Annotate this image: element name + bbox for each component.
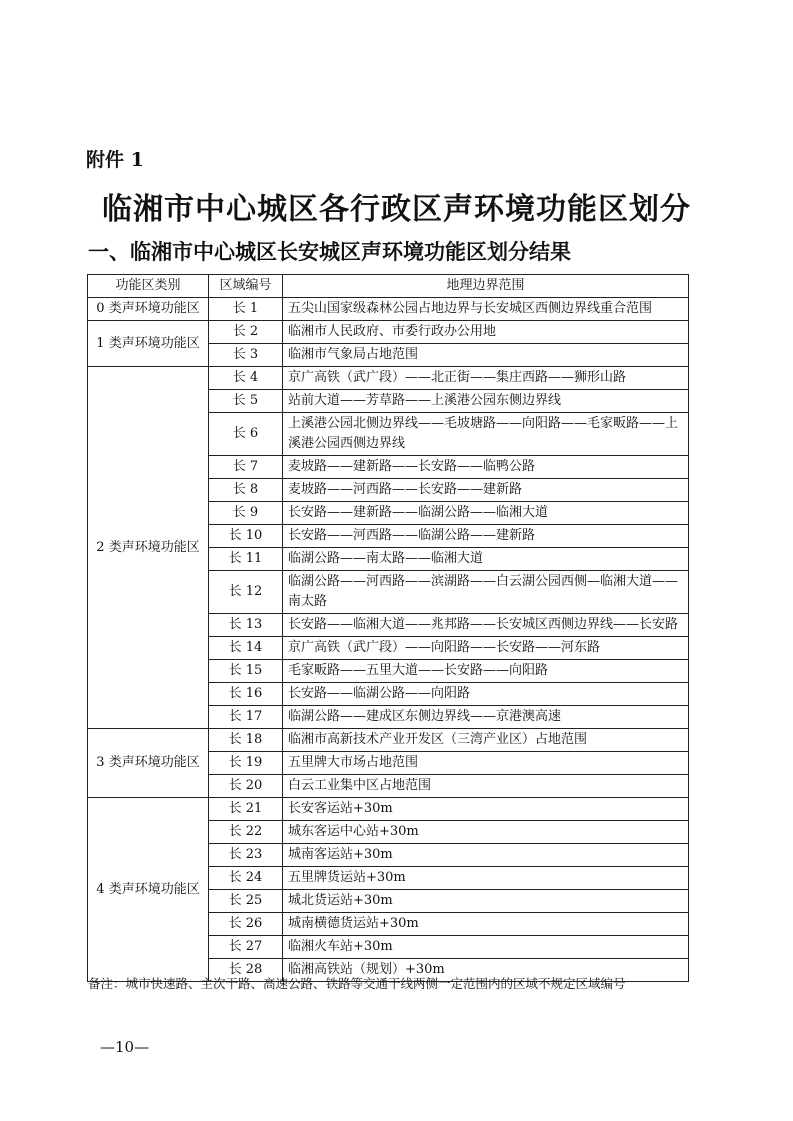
boundary-range-cell: 上溪港公园北侧边界线——毛坡塘路——向阳路——毛家畈路——上溪港公园西侧边界线	[283, 413, 689, 456]
boundary-range-cell: 麦坡路——河西路——长安路——建新路	[283, 479, 689, 502]
boundary-range-cell: 长安路——建新路——临湖公路——临湘大道	[283, 502, 689, 525]
zone-code-cell: 长 6	[209, 413, 283, 456]
boundary-range-cell: 长安客运站+30m	[283, 798, 689, 821]
zone-code-cell: 长 18	[209, 729, 283, 752]
boundary-range-cell: 麦坡路——建新路——长安路——临鸭公路	[283, 456, 689, 479]
zone-code-cell: 长 16	[209, 683, 283, 706]
zone-code-cell: 长 25	[209, 890, 283, 913]
table-row	[88, 321, 689, 344]
zone-code-cell: 长 21	[209, 798, 283, 821]
category-cell: 0 类声环境功能区	[88, 298, 209, 321]
boundary-range-cell: 临湖公路——建成区东侧边界线——京港澳高速	[283, 706, 689, 729]
zone-code-cell: 长 17	[209, 706, 283, 729]
zone-code-cell: 长 15	[209, 660, 283, 683]
zone-code-cell: 长 28	[209, 959, 283, 982]
boundary-range-cell: 长安路——临湖公路——向阳路	[283, 683, 689, 706]
boundary-range-cell: 五里牌大市场占地范围	[283, 752, 689, 775]
attachment-label: 附件 1	[86, 149, 144, 171]
boundary-range-cell: 城北货运站+30m	[283, 890, 689, 913]
table-row	[88, 798, 689, 821]
boundary-range-cell: 临湘市气象局占地范围	[283, 344, 689, 367]
boundary-range-cell: 临湘市高新技术产业开发区（三湾产业区）占地范围	[283, 729, 689, 752]
boundary-range-cell: 长安路——临湘大道——兆邦路——长安城区西侧边界线——长安路	[283, 614, 689, 637]
boundary-range-cell: 城南横德货运站+30m	[283, 913, 689, 936]
zone-code-cell: 长 10	[209, 525, 283, 548]
zone-code-cell: 长 22	[209, 821, 283, 844]
category-cell: 3 类声环境功能区	[88, 729, 209, 798]
zone-code-cell: 长 20	[209, 775, 283, 798]
section-heading: 一、临湘市中心城区长安城区声环境功能区划分结果	[88, 239, 571, 264]
header-code: 区域编号	[209, 275, 283, 298]
zone-code-cell: 长 8	[209, 479, 283, 502]
footnote: 备注：城市快速路、主次干路、高速公路、铁路等交通干线两侧一定范围内的区域不规定区域编号	[88, 976, 626, 991]
category-cell: 2 类声环境功能区	[88, 367, 209, 729]
zone-code-cell: 长 14	[209, 637, 283, 660]
zone-code-cell: 长 4	[209, 367, 283, 390]
zone-code-cell: 长 12	[209, 571, 283, 614]
document-title: 临湘市中心城区各行政区声环境功能区划分	[102, 192, 691, 227]
zone-code-cell: 长 9	[209, 502, 283, 525]
page-number: —10—	[100, 1038, 150, 1056]
category-cell: 1 类声环境功能区	[88, 321, 209, 367]
zoning-table	[87, 274, 689, 982]
zone-code-cell: 长 1	[209, 298, 283, 321]
boundary-range-cell: 京广高铁（武广段）——北正街——集庄西路——狮形山路	[283, 367, 689, 390]
boundary-range-cell: 临湖公路——南太路——临湘大道	[283, 548, 689, 571]
boundary-range-cell: 城南客运站+30m	[283, 844, 689, 867]
zone-code-cell: 长 2	[209, 321, 283, 344]
boundary-range-cell: 长安路——河西路——临湖公路——建新路	[283, 525, 689, 548]
boundary-range-cell: 白云工业集中区占地范围	[283, 775, 689, 798]
zone-code-cell: 长 19	[209, 752, 283, 775]
boundary-range-cell: 临湘高铁站（规划）+30m	[283, 959, 689, 982]
table-row	[88, 298, 689, 321]
table-row	[88, 729, 689, 752]
boundary-range-cell: 临湖公路——河西路——滨湖路——白云湖公园西侧—临湘大道——南太路	[283, 571, 689, 614]
boundary-range-cell: 京广高铁（武广段）——向阳路——长安路——河东路	[283, 637, 689, 660]
boundary-range-cell: 临湘市人民政府、市委行政办公用地	[283, 321, 689, 344]
zone-code-cell: 长 26	[209, 913, 283, 936]
boundary-range-cell: 站前大道——芳草路——上溪港公园东侧边界线	[283, 390, 689, 413]
table-body	[88, 298, 689, 982]
boundary-range-cell: 临湘火车站+30m	[283, 936, 689, 959]
category-cell: 4 类声环境功能区	[88, 798, 209, 982]
zone-code-cell: 长 7	[209, 456, 283, 479]
zone-code-cell: 长 23	[209, 844, 283, 867]
boundary-range-cell: 毛家畈路——五里大道——长安路——向阳路	[283, 660, 689, 683]
zone-code-cell: 长 13	[209, 614, 283, 637]
zone-code-cell: 长 24	[209, 867, 283, 890]
header-range: 地理边界范围	[283, 275, 689, 298]
table-header-row	[88, 275, 689, 298]
boundary-range-cell: 五尖山国家级森林公园占地边界与长安城区西侧边界线重合范围	[283, 298, 689, 321]
zone-code-cell: 长 3	[209, 344, 283, 367]
boundary-range-cell: 五里牌货运站+30m	[283, 867, 689, 890]
header-category: 功能区类别	[88, 275, 209, 298]
zone-code-cell: 长 5	[209, 390, 283, 413]
zone-code-cell: 长 11	[209, 548, 283, 571]
zone-code-cell: 长 27	[209, 936, 283, 959]
table-row	[88, 367, 689, 390]
boundary-range-cell: 城东客运中心站+30m	[283, 821, 689, 844]
